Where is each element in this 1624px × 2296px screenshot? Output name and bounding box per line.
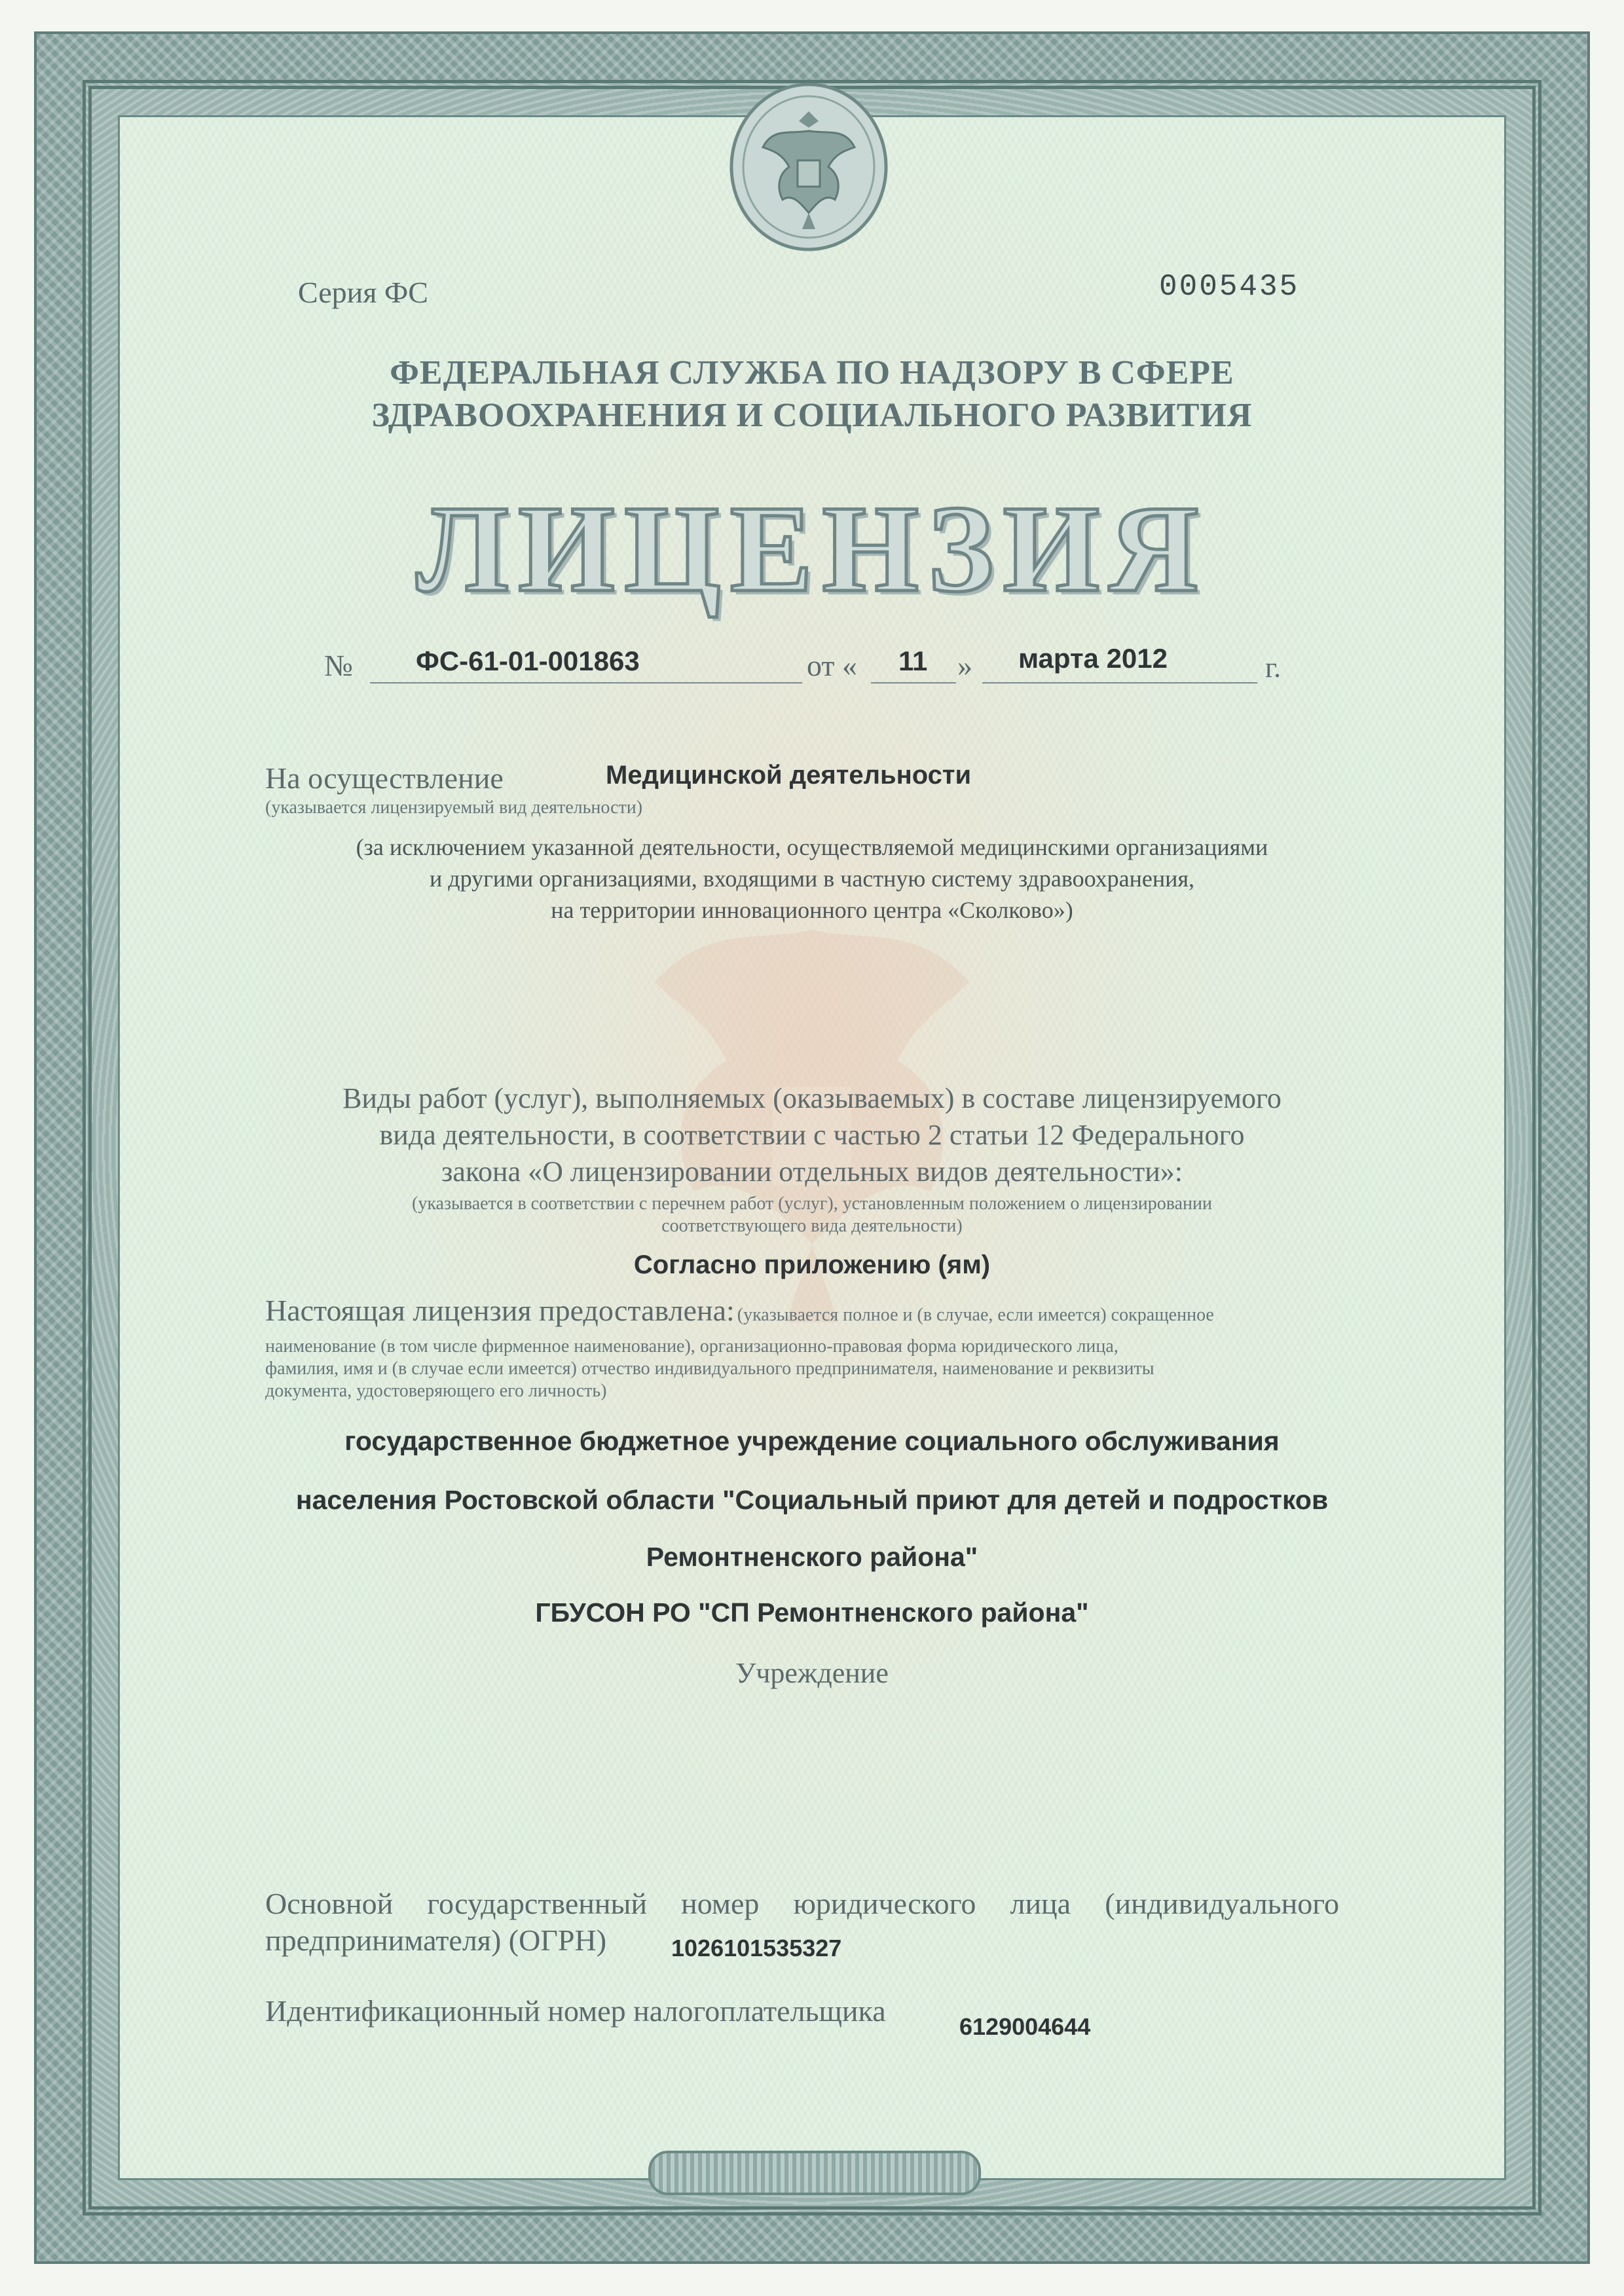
activity-value: Медицинской деятельности [606, 761, 972, 790]
licensee-name-line1: государственное бюджетное учреждение социального обслуживания [344, 1426, 1280, 1456]
number-field [370, 643, 802, 683]
exception-line: и другими организациями, входящими в частную систему здравоохранения, [430, 866, 1194, 892]
licensee-hint-line: фамилия, имя и (в случае если имеется) отчество индивидуального предпринимателя, наименование и реквизиты [265, 1358, 1154, 1379]
licensee-hint-rest [265, 1336, 1339, 1402]
activity-hint: (указывается лицензируемый вид деятельности) [265, 797, 643, 818]
inn-label: Идентификационный номер налогоплательщика [265, 1994, 886, 2028]
works-hint [249, 1193, 1375, 1237]
series-label: Серия ФС [298, 276, 428, 309]
ogrn-label-line: предпринимателя) (ОГРН) [265, 1923, 607, 1957]
year-suffix: г. [1265, 651, 1282, 683]
bottom-ornament [648, 2151, 981, 2195]
inn-value: 6129004644 [959, 2013, 1091, 2040]
activity-label: На осуществление [265, 761, 504, 795]
licensee-hint-line: документа, удостоверяющего его личность) [265, 1381, 607, 1401]
ogrn-value: 1026101535327 [671, 1935, 842, 1961]
licensee-name-line3: Ремонтненского района" [646, 1542, 978, 1572]
serial-number: 0005435 [1159, 270, 1300, 304]
works-line: закона «О лицензировании отдельных видов деятельности»: [441, 1156, 1183, 1188]
licensee-hint: (указывается полное и (в случае, если имеется) сокращенное [737, 1305, 1214, 1325]
licensee-org-form: Учреждение [735, 1657, 889, 1689]
licensee-name-line2: населения Ростовской области "Социальный приют для детей и подростков [295, 1485, 1329, 1515]
date-from-label: от « [807, 649, 857, 682]
ogrn-label-line: Основной государственный номер юридического лица (индивидуального [265, 1887, 1339, 1920]
month-year-field [982, 643, 1257, 683]
license-day: 11 [898, 646, 928, 676]
licensee-label: Настоящая лицензия предоставлена: [265, 1294, 735, 1327]
works-line: вида деятельности, в соответствии с частью 2 статьи 12 Федерального [379, 1119, 1245, 1151]
works-hint-line: (указывается в соответствии с перечнем работ (услуг), установленным положением о лицензировании [412, 1194, 1212, 1214]
activity-exception [249, 831, 1375, 926]
day-close-quote: » [957, 649, 972, 682]
document-title: ЛИЦЕНЗИЯ [416, 481, 1208, 618]
works-description [249, 1080, 1375, 1190]
number-label: № [324, 649, 353, 682]
exception-line: (за исключением указанной деятельности, осуществляемой медицинскими организациями [356, 834, 1268, 860]
licensee-label-block [265, 1294, 1339, 1329]
agency-name-line2: ЗДРАВООХРАНЕНИЯ И СОЦИАЛЬНОГО РАЗВИТИЯ [371, 397, 1253, 434]
works-hint-line: соответствующего вида деятельности) [661, 1216, 963, 1236]
works-value: Согласно приложению (ям) [633, 1250, 991, 1279]
license-month-year: марта 2012 [1018, 643, 1168, 674]
works-line: Виды работ (услуг), выполняемых (оказываемых) в составе лицензируемого [342, 1082, 1282, 1114]
license-number: ФС-61-01-001863 [416, 646, 640, 676]
licensee-short-name: ГБУСОН РО "СП Ремонтненского района" [535, 1597, 1089, 1628]
day-field [871, 643, 956, 683]
exception-line: на территории инновационного центра «Сколково») [551, 897, 1073, 923]
licensee-hint-line: наименование (в том числе фирменное наименование), организационно-правовая форма юридического лица, [265, 1336, 1118, 1357]
coat-of-arms-emblem [727, 75, 891, 252]
agency-name-line1: ФЕДЕРАЛЬНАЯ СЛУЖБА ПО НАДЗОРУ В СФЕРЕ [390, 354, 1234, 392]
